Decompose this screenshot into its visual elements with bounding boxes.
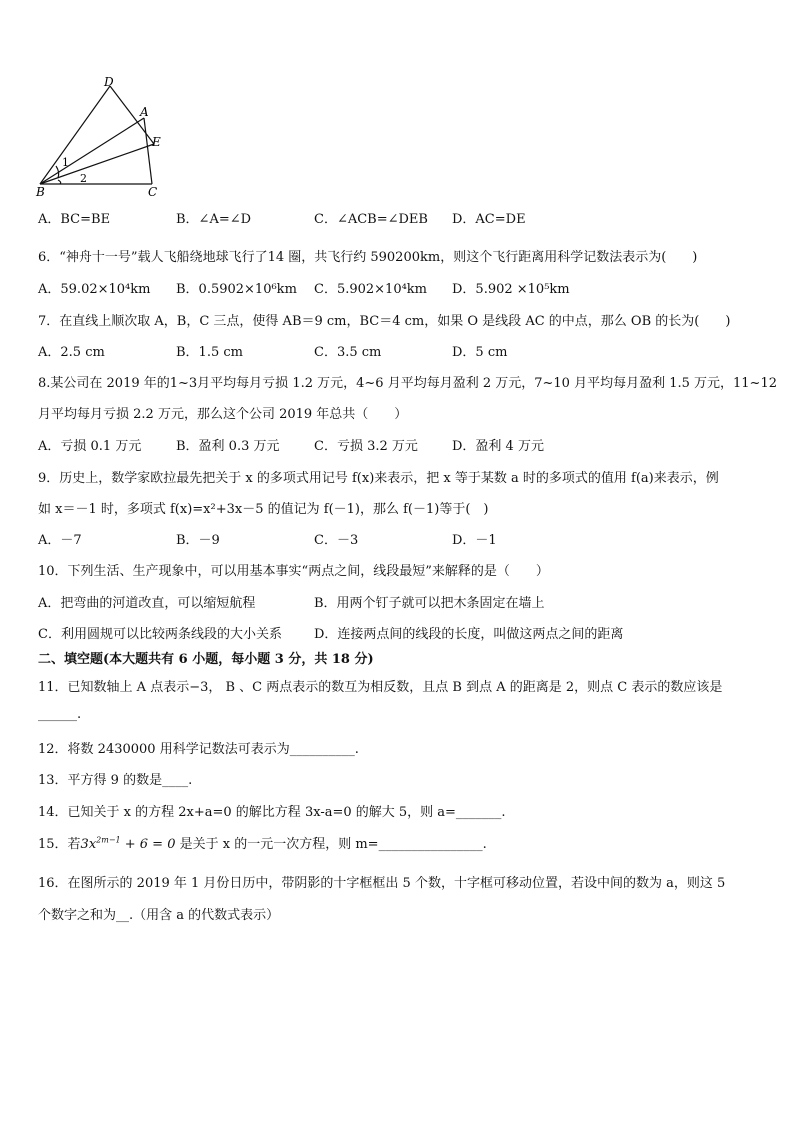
q7-stem: 7．在直线上顺次取 A，B，C 三点，使得 AB＝9 cm，BC＝4 cm，如果 O 是线段 AC 的中点，那么 OB 的长为( ) [38,314,731,329]
q7-option-c: C．3.5 cm [314,345,382,360]
q9-option-c: C．－3 [314,533,359,548]
q6-option-c: C．5.902×10⁴km [314,282,428,297]
q15-suffix: 是关于 x 的一元一次方程，则 m=________________. [175,837,487,852]
q5-option-c: C．∠ACB=∠DEB [314,212,428,227]
q5-option-b: B．∠A=∠D [176,212,252,227]
q6-option-a: A．59.02×10⁴km [38,282,151,297]
label-angle1: 1 [62,156,69,169]
section-heading: 二、填空题(本大题共有 6 小题，每小题 3 分，共 18 分) [38,652,374,667]
q8-stem-line1: 8.某公司在 2019 年的1~3月平均每月亏损 1.2 万元，4~6 月平均每月盈利 2 万元，7~10 月平均每月盈利 1.5 万元，11~12 [38,376,777,391]
q5-option-a: A．BC=BE [38,212,111,227]
q6-option-b: B．0.5902×10⁶km [176,282,297,297]
q15-expr: $3x^{2m-1} + 6 = 0$ [80,835,176,852]
q8-stem-line2: 月平均每月亏损 2.2 万元，那么这个公司 2019 年总共（ ） [38,407,408,422]
q11-line2: ______. [38,707,82,722]
q10-stem: 10．下列生活、生产现象中，可以用基本事实“两点之间，线段最短”来解释的是（ ） [38,564,549,579]
q16-line1: 16．在图所示的 2019 年 1 月份日历中，带阴影的十字框框出 5 个数，十字框可移动位置，若设中间的数为 a，则这 5 [38,876,726,891]
q5-option-d: D．AC=DE [452,212,526,227]
q15 [38,833,487,852]
q9-option-d: D．－1 [452,533,497,548]
q8-option-d: D．盈利 4 万元 [452,439,544,454]
q14: 14．已知关于 x 的方程 2x+a=0 的解比方程 3x-a=0 的解大 5，则 a=_______. [38,805,506,820]
q8-option-c: C．亏损 3.2 万元 [314,439,418,454]
q9-stem-line2: 如 x＝－1 时，多项式 f(x)=x²+3x－5 的值记为 f(－1)，那么 f(－1)等于( ) [38,502,489,517]
q9-option-a: A．－7 [38,533,82,548]
q15-prefix: 15．若 [38,837,81,852]
q10-option-a: A．把弯曲的河道改直，可以缩短航程 [38,596,256,611]
q7-option-b: B．1.5 cm [176,345,243,360]
q16-line2: 个数字之和为__.（用含 a 的代数式表示） [38,908,280,923]
label-angle2: 2 [80,172,87,185]
triangle-figure [30,74,170,198]
q10-option-d: D．连接两点间的线段的长度，叫做这两点之间的距离 [314,627,624,642]
q10-option-b: B．用两个钉子就可以把木条固定在墙上 [314,596,545,611]
q13: 13．平方得 9 的数是____. [38,773,193,788]
q9-stem-line1: 9．历史上，数学家欧拉最先把关于 x 的多项式用记号 f(x)来表示，把 x 等于某数 a 时的多项式的值用 f(a)来表示，例 [38,471,719,486]
q8-option-a: A．亏损 0.1 万元 [38,439,142,454]
label-C: C [148,185,158,198]
q8-option-b: B．盈利 0.3 万元 [176,439,280,454]
q12: 12．将数 2430000 用科学记数法可表示为__________. [38,742,359,757]
q6-stem: 6．“神舟十一号”载人飞船绕地球飞行了14 圈，共飞行约 590200km，则这个飞行距离用科学记数法表示为( ) [38,250,698,265]
q7-option-d: D．5 cm [452,345,508,360]
q6-option-d: D．5.902 ×10⁵km [452,282,570,297]
label-B: B [36,185,45,198]
label-E: E [152,135,161,149]
q10-option-c: C．利用圆规可以比较两条线段的大小关系 [38,627,282,642]
label-A: A [140,105,149,119]
label-D: D [104,75,114,89]
q7-option-a: A．2.5 cm [38,345,105,360]
q9-option-b: B．－9 [176,533,220,548]
q11-line1: 11．已知数轴上 A 点表示−3， B 、C 两点表示的数互为相反数，且点 B 到点 A 的距离是 2，则点 C 表示的数应该是 [38,680,723,695]
